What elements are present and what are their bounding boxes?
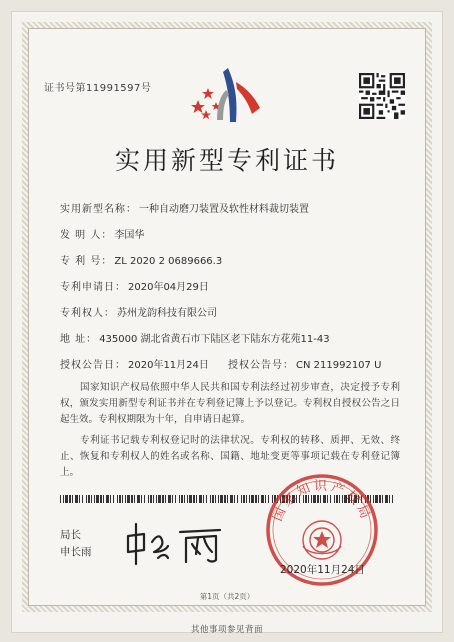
patentee-label: 专利权人： bbox=[60, 308, 115, 319]
cnipa-emblem-icon bbox=[190, 62, 268, 126]
grant-no-value: CN 211992107 U bbox=[296, 360, 382, 371]
grant-date-label: 授权公告日： bbox=[60, 360, 126, 371]
field-utility-model-name bbox=[60, 200, 309, 215]
field-patent-no bbox=[60, 252, 222, 267]
qr-code-icon bbox=[359, 73, 405, 119]
director-title: 局长 bbox=[60, 529, 81, 541]
legal-status-paragraph: 专利证书记载专利权登记时的法律状况。专利权的转移、质押、无效、终止、恢复和专利权人的姓名或名称、国籍、地址变更等事项记载在专利登记簿上。 bbox=[60, 435, 400, 478]
certificate-number: 证书号第11991597号 bbox=[44, 83, 152, 94]
certificate-title: 实用新型专利证书 bbox=[114, 146, 339, 175]
application-date-label: 专利申请日： bbox=[60, 282, 126, 293]
grant-no-label: 授权公告号： bbox=[228, 360, 294, 371]
field-patentee bbox=[60, 304, 217, 319]
inventor-label: 发 明 人： bbox=[60, 230, 113, 241]
application-date-value: 2020年04月29日 bbox=[128, 282, 209, 293]
seal-date: 2020年11月24日 bbox=[280, 564, 365, 576]
address-label: 地 址： bbox=[60, 334, 98, 345]
inventor-value: 李国华 bbox=[114, 230, 145, 241]
field-application-date bbox=[60, 278, 209, 293]
bottom-note: 其他事项参见背面 bbox=[190, 625, 263, 635]
svg-text:国家知识产权局: 国家知识产权局 bbox=[270, 479, 374, 524]
page-number: 第1页（共2页） bbox=[199, 592, 255, 601]
address-value: 435000 湖北省黄石市下陆区老下陆东方花苑11-43 bbox=[99, 334, 330, 345]
signature-block bbox=[60, 527, 92, 561]
director-name: 申长雨 bbox=[60, 546, 92, 558]
field-inventor bbox=[60, 226, 144, 241]
handwritten-signature-icon bbox=[122, 520, 232, 566]
field-grant-no bbox=[228, 356, 381, 371]
patent-no-label: 专 利 号： bbox=[60, 256, 113, 267]
utility-model-name-label: 实用新型名称： bbox=[60, 204, 137, 215]
certificate-statement-paragraph: 国家知识产权局依照中华人民共和国专利法经过初步审查，决定授予专利权，颁发实用新型专利证书并在专利登记簿上予以登记。专利权自授权公告之日起生效。专利权期限为十年，自申请日起算。 bbox=[60, 382, 400, 425]
grant-date-value: 2020年11月24日 bbox=[128, 360, 209, 371]
utility-model-name-value: 一种自动磨刀装置及软性材料裁切装置 bbox=[139, 204, 309, 215]
field-grant-date bbox=[60, 356, 209, 371]
field-address bbox=[60, 330, 330, 345]
patentee-value: 苏州龙韵科技有限公司 bbox=[117, 308, 217, 319]
patent-no-value: ZL 2020 2 0689666.3 bbox=[114, 256, 223, 267]
